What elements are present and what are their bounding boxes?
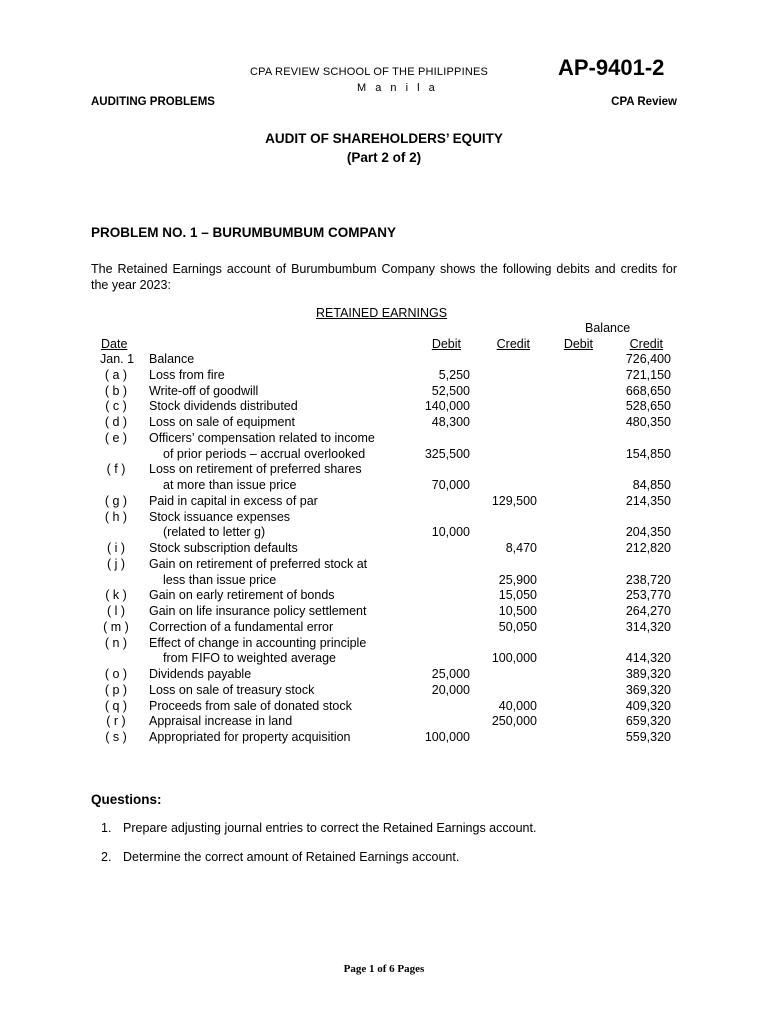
row-description: less than issue price xyxy=(163,572,277,587)
row-balance: 238,720 xyxy=(625,572,671,587)
question-text: Prepare adjusting journal entries to correct the Retained Earnings account. xyxy=(123,821,537,835)
row-description: Loss on sale of treasury stock xyxy=(149,682,315,697)
course-label: CPA Review xyxy=(611,96,677,108)
row-balance: 414,320 xyxy=(625,651,671,666)
row-description: Correction of a fundamental error xyxy=(149,619,334,634)
row-description: Effect of change in accounting principle xyxy=(149,635,367,650)
row-balance: 204,350 xyxy=(625,525,671,540)
table-row xyxy=(0,494,768,510)
row-debit: 10,000 xyxy=(431,525,470,540)
row-description: Proceeds from sale of donated stock xyxy=(149,698,352,713)
subject-label: AUDITING PROBLEMS xyxy=(91,96,215,108)
row-date: ( q ) xyxy=(104,698,128,713)
row-description: Balance xyxy=(149,352,195,366)
ledger-title: RETAINED EARNINGS xyxy=(316,306,448,320)
row-balance: 726,400 xyxy=(625,352,671,366)
question-number: 1. xyxy=(101,821,112,835)
row-date: ( h ) xyxy=(104,509,128,524)
table-row xyxy=(0,462,768,478)
table-row xyxy=(0,415,768,431)
row-date: ( r ) xyxy=(106,714,126,729)
table-row xyxy=(0,447,768,463)
row-description: Loss on sale of equipment xyxy=(149,415,295,429)
row-credit: 10,500 xyxy=(498,604,537,618)
table-row xyxy=(0,431,768,447)
table-row xyxy=(0,352,768,368)
row-description: Appropriated for property acquisition xyxy=(149,730,351,744)
row-date: ( g ) xyxy=(104,493,128,508)
row-balance: 409,320 xyxy=(625,698,671,713)
row-description: Gain on retirement of preferred stock at xyxy=(149,556,368,571)
question-text: Determine the correct amount of Retained Earnings account. xyxy=(123,850,460,864)
date-column-header: Date xyxy=(101,337,128,351)
row-debit: 100,000 xyxy=(424,730,470,744)
school-city: M a n i l a xyxy=(357,82,438,94)
row-balance: 721,150 xyxy=(625,367,671,382)
row-balance: 528,650 xyxy=(625,399,671,414)
row-credit: 8,470 xyxy=(505,541,537,555)
row-balance: 264,270 xyxy=(625,604,671,618)
problem-intro: The Retained Earnings account of Burumbumbum Company shows the following debits and credits for the year 2023: xyxy=(91,262,677,292)
table-row xyxy=(0,714,768,730)
row-credit: 50,050 xyxy=(498,619,537,634)
row-description: from FIFO to weighted average xyxy=(163,651,336,666)
row-debit: 325,500 xyxy=(424,446,470,461)
row-description: Gain on life insurance policy settlement xyxy=(149,604,367,618)
question-number: 2. xyxy=(101,850,112,864)
row-balance: 314,320 xyxy=(625,619,671,634)
table-row xyxy=(0,541,768,557)
row-description: Gain on early retirement of bonds xyxy=(149,588,335,603)
table-row xyxy=(0,667,768,683)
row-credit: 40,000 xyxy=(498,698,537,713)
table-row xyxy=(0,384,768,400)
row-date: ( i ) xyxy=(106,541,126,555)
row-description: Stock dividends distributed xyxy=(149,399,298,414)
row-description: at more than issue price xyxy=(163,478,297,492)
page-footer: Page 1 of 6 Pages xyxy=(343,963,425,975)
row-date: ( j ) xyxy=(106,556,126,571)
row-balance: 212,820 xyxy=(625,541,671,555)
row-debit: 48,300 xyxy=(431,415,470,429)
row-credit: 100,000 xyxy=(491,651,537,666)
table-row xyxy=(0,478,768,494)
table-row xyxy=(0,604,768,620)
problem-heading: PROBLEM NO. 1 – BURUMBUMBUM COMPANY xyxy=(91,225,397,240)
row-description: Stock issuance expenses xyxy=(149,509,291,524)
row-description: Loss from fire xyxy=(149,367,225,382)
table-row xyxy=(0,525,768,541)
row-debit: 70,000 xyxy=(431,478,470,492)
school-name: CPA REVIEW SCHOOL OF THE PHILIPPINES xyxy=(250,66,489,78)
questions-heading: Questions: xyxy=(91,792,162,807)
row-description: of prior periods – accrual overlooked xyxy=(163,446,366,461)
document-code: AP-9401-2 xyxy=(558,55,665,80)
row-balance: 559,320 xyxy=(625,730,671,744)
row-date: ( c ) xyxy=(105,399,127,414)
balance-credit-column-header: Credit xyxy=(629,337,663,351)
row-debit: 5,250 xyxy=(438,367,470,382)
row-date: ( p ) xyxy=(104,682,128,697)
row-balance: 480,350 xyxy=(625,415,671,429)
row-description: Write-off of goodwill xyxy=(149,383,259,398)
row-balance: 214,350 xyxy=(625,493,671,508)
row-description: Paid in capital in excess of par xyxy=(149,493,318,508)
row-description: Appraisal increase in land xyxy=(149,714,293,729)
row-date: ( l ) xyxy=(106,604,126,618)
row-date: ( s ) xyxy=(105,730,127,744)
row-date: ( d ) xyxy=(104,415,128,429)
table-row xyxy=(0,588,768,604)
table-row xyxy=(0,510,768,526)
row-date: ( e ) xyxy=(104,430,128,445)
table-row xyxy=(0,636,768,652)
row-date: ( m ) xyxy=(103,619,129,634)
row-date: Jan. 1 xyxy=(100,352,135,366)
balance-header: Balance xyxy=(585,321,631,335)
row-date: ( b ) xyxy=(104,383,128,398)
table-row xyxy=(0,368,768,384)
balance-debit-column-header: Debit xyxy=(563,337,593,351)
table-row xyxy=(0,399,768,415)
row-balance: 389,320 xyxy=(625,667,671,681)
document-title: AUDIT OF SHAREHOLDERS’ EQUITY xyxy=(265,131,503,146)
credit-column-header: Credit xyxy=(496,337,530,351)
debit-column-header: Debit xyxy=(431,337,461,351)
row-description: (related to letter g) xyxy=(163,525,266,540)
row-date: ( a ) xyxy=(104,367,128,382)
table-row xyxy=(0,699,768,715)
row-credit: 129,500 xyxy=(491,493,537,508)
row-description: Dividends payable xyxy=(149,667,252,681)
row-credit: 25,900 xyxy=(498,572,537,587)
table-row xyxy=(0,683,768,699)
table-row xyxy=(0,573,768,589)
row-date: ( o ) xyxy=(104,667,128,681)
row-debit: 25,000 xyxy=(431,667,470,681)
row-date: ( f ) xyxy=(106,462,126,477)
row-debit: 20,000 xyxy=(431,682,470,697)
table-row xyxy=(0,651,768,667)
row-credit: 250,000 xyxy=(491,714,537,729)
row-description: Loss on retirement of preferred shares xyxy=(149,462,362,477)
row-date: ( n ) xyxy=(104,635,128,650)
row-description: Stock subscription defaults xyxy=(149,541,298,555)
row-date: ( k ) xyxy=(105,588,127,603)
row-debit: 140,000 xyxy=(424,399,470,414)
row-balance: 369,320 xyxy=(625,682,671,697)
document-subtitle: (Part 2 of 2) xyxy=(346,150,422,165)
row-debit: 52,500 xyxy=(431,383,470,398)
row-balance: 84,850 xyxy=(632,478,671,492)
row-balance: 659,320 xyxy=(625,714,671,729)
row-credit: 15,050 xyxy=(498,588,537,603)
row-balance: 668,650 xyxy=(625,383,671,398)
row-description: Officers’ compensation related to income xyxy=(149,430,375,445)
table-row xyxy=(0,557,768,573)
table-row xyxy=(0,620,768,636)
row-balance: 253,770 xyxy=(625,588,671,603)
row-balance: 154,850 xyxy=(625,446,671,461)
table-row xyxy=(0,730,768,746)
